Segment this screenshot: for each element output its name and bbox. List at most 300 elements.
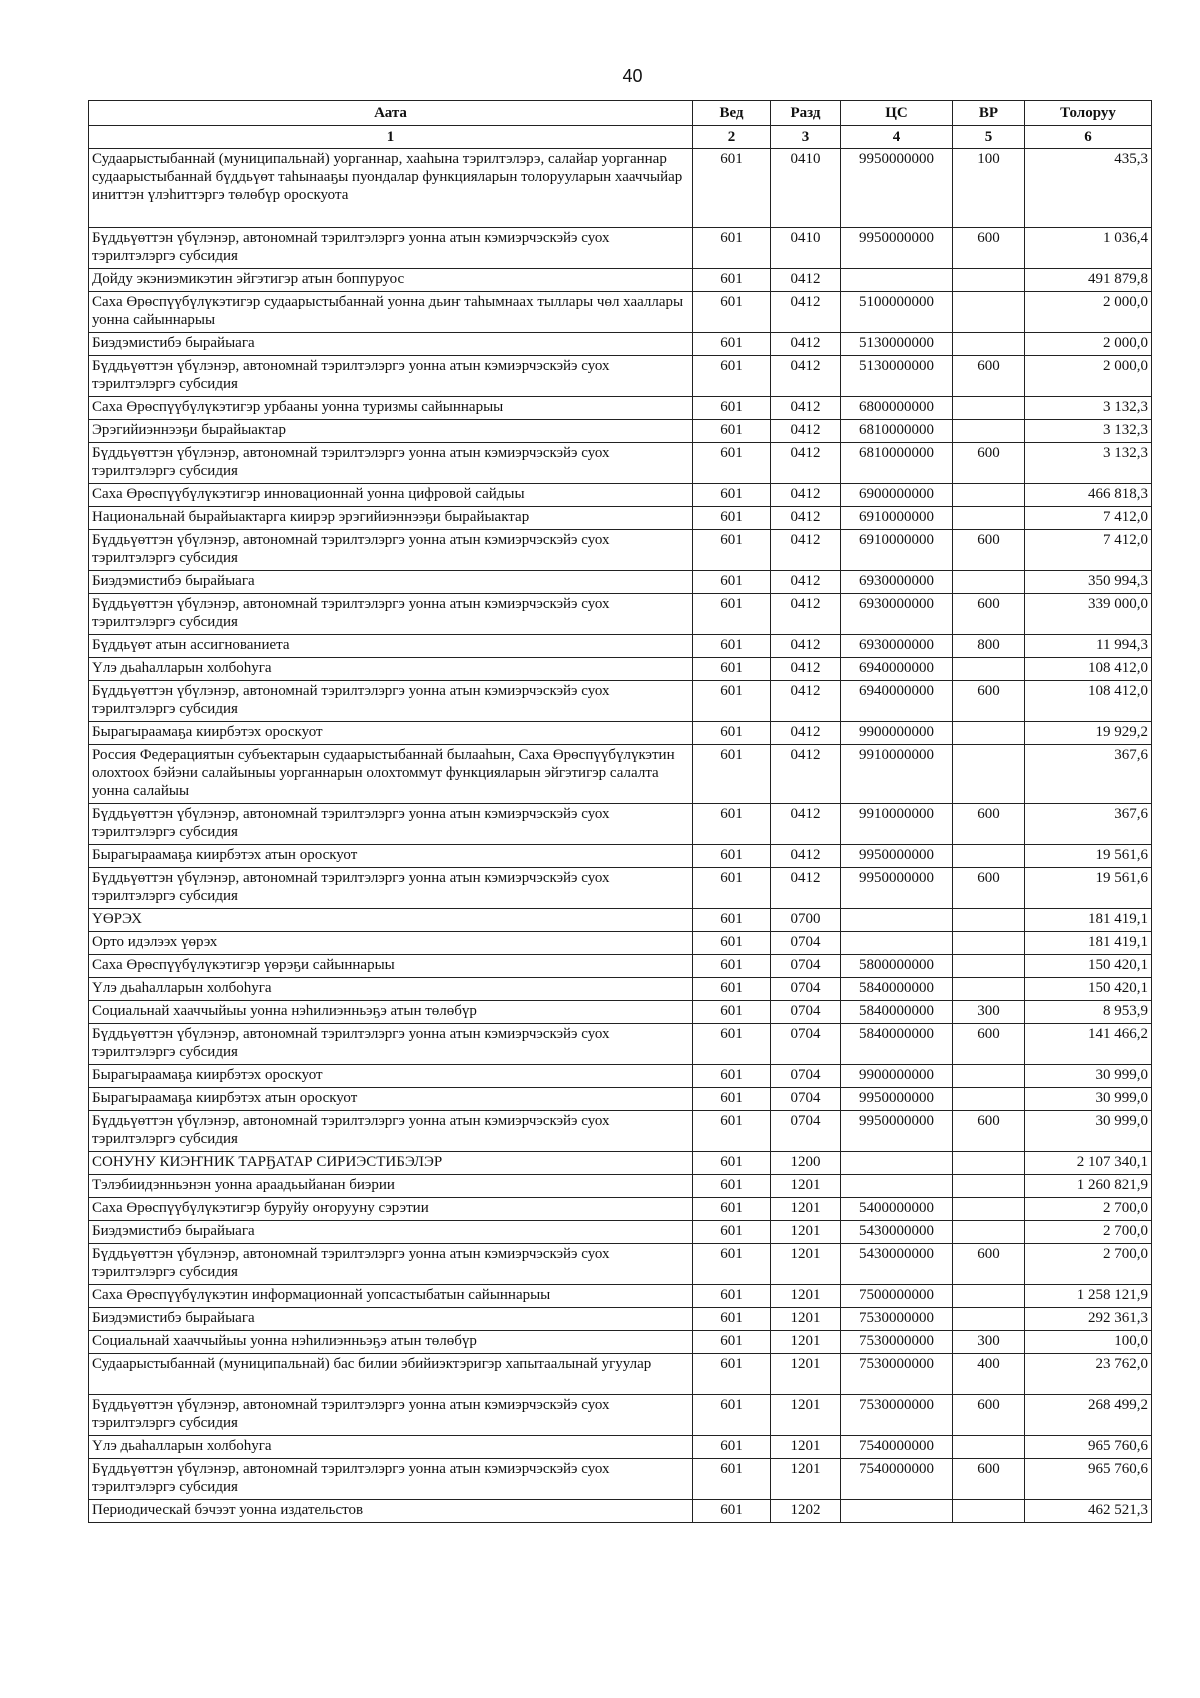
cell-cs: 7540000000	[841, 1436, 953, 1459]
cell-razd: 1201	[771, 1198, 841, 1221]
cell-ved: 601	[693, 1395, 771, 1436]
table-row	[89, 635, 1152, 658]
cell-cs: 5130000000	[841, 333, 953, 356]
cell-amount: 141 466,2	[1025, 1024, 1152, 1065]
cell-ved: 601	[693, 269, 771, 292]
cell-vr: 600	[953, 1459, 1025, 1500]
header-vr: ВР	[953, 101, 1025, 126]
cell-ved: 601	[693, 292, 771, 333]
table-row	[89, 804, 1152, 845]
cell-razd: 0704	[771, 1111, 841, 1152]
table-row	[89, 1285, 1152, 1308]
table-row	[89, 1436, 1152, 1459]
cell-cs: 6810000000	[841, 443, 953, 484]
cell-ved: 601	[693, 845, 771, 868]
cell-name: Бүддьүөттэн үбүлэнэр, автономнай тэрилтэлэргэ уонна атын кэмиэрчэскэйэ суох тэрилтэлэргэ субсидия	[89, 1459, 693, 1500]
cell-razd: 1201	[771, 1436, 841, 1459]
cell-amount: 491 879,8	[1025, 269, 1152, 292]
cell-amount: 30 999,0	[1025, 1088, 1152, 1111]
cell-vr: 600	[953, 1111, 1025, 1152]
cell-vr	[953, 978, 1025, 1001]
cell-vr	[953, 1088, 1025, 1111]
cell-amount: 19 929,2	[1025, 722, 1152, 745]
cell-ved: 601	[693, 397, 771, 420]
header-razd: Разд	[771, 101, 841, 126]
cell-name: Бүддьүөттэн үбүлэнэр, автономнай тэрилтэлэргэ уонна атын кэмиэрчэскэйэ суох тэрилтэлэргэ субсидия	[89, 228, 693, 269]
cell-ved: 601	[693, 658, 771, 681]
cell-razd: 0410	[771, 228, 841, 269]
cell-amount: 1 260 821,9	[1025, 1175, 1152, 1198]
cell-amount: 339 000,0	[1025, 594, 1152, 635]
table-row	[89, 1088, 1152, 1111]
cell-vr: 600	[953, 681, 1025, 722]
cell-razd: 0412	[771, 845, 841, 868]
cell-vr	[953, 1175, 1025, 1198]
cell-vr	[953, 1221, 1025, 1244]
cell-vr	[953, 932, 1025, 955]
cell-cs: 7530000000	[841, 1354, 953, 1395]
header-amount: Толоруу	[1025, 101, 1152, 126]
cell-ved: 601	[693, 356, 771, 397]
cell-amount: 7 412,0	[1025, 507, 1152, 530]
table-body	[89, 149, 1152, 1523]
table-row	[89, 228, 1152, 269]
cell-name: Социальнай хааччыйыы уонна нэһилиэнньэҕэ атын төлөбүр	[89, 1331, 693, 1354]
cell-amount: 19 561,6	[1025, 868, 1152, 909]
cell-cs: 9900000000	[841, 722, 953, 745]
cell-ved: 601	[693, 571, 771, 594]
cell-amount: 435,3	[1025, 149, 1152, 228]
cell-amount: 108 412,0	[1025, 658, 1152, 681]
table-row	[89, 1001, 1152, 1024]
cell-cs: 5430000000	[841, 1221, 953, 1244]
cell-cs: 9910000000	[841, 804, 953, 845]
cell-amount: 3 132,3	[1025, 420, 1152, 443]
cell-cs	[841, 1175, 953, 1198]
cell-vr	[953, 1500, 1025, 1523]
cell-razd: 1201	[771, 1354, 841, 1395]
cell-ved: 601	[693, 681, 771, 722]
cell-amount: 462 521,3	[1025, 1500, 1152, 1523]
cell-cs: 9950000000	[841, 1088, 953, 1111]
cell-razd: 0704	[771, 955, 841, 978]
cell-razd: 1201	[771, 1175, 841, 1198]
cell-name: Бүддьүөттэн үбүлэнэр, автономнай тэрилтэлэргэ уонна атын кэмиэрчэскэйэ суох тэрилтэлэргэ субсидия	[89, 530, 693, 571]
cell-amount: 2 000,0	[1025, 292, 1152, 333]
cell-name: Бүддьүөттэн үбүлэнэр, автономнай тэрилтэлэргэ уонна атын кэмиэрчэскэйэ суох тэрилтэлэргэ субсидия	[89, 804, 693, 845]
cell-razd: 0412	[771, 658, 841, 681]
cell-amount: 8 953,9	[1025, 1001, 1152, 1024]
cell-razd: 0412	[771, 507, 841, 530]
cell-ved: 601	[693, 909, 771, 932]
cell-vr: 100	[953, 149, 1025, 228]
cell-name: Бүддьүөт атын ассигнованиета	[89, 635, 693, 658]
cell-vr	[953, 658, 1025, 681]
cell-cs: 5130000000	[841, 356, 953, 397]
cell-vr	[953, 955, 1025, 978]
cell-ved: 601	[693, 978, 771, 1001]
cell-ved: 601	[693, 722, 771, 745]
cell-vr	[953, 909, 1025, 932]
cell-amount: 2 000,0	[1025, 356, 1152, 397]
cell-cs: 5840000000	[841, 1024, 953, 1065]
subheader-4: 4	[841, 126, 953, 149]
cell-razd: 0412	[771, 484, 841, 507]
cell-cs: 6940000000	[841, 658, 953, 681]
table-row	[89, 1308, 1152, 1331]
table-row	[89, 1395, 1152, 1436]
cell-razd: 0412	[771, 292, 841, 333]
cell-amount: 466 818,3	[1025, 484, 1152, 507]
cell-ved: 601	[693, 149, 771, 228]
cell-ved: 601	[693, 1111, 771, 1152]
subheader-5: 5	[953, 126, 1025, 149]
cell-vr: 300	[953, 1331, 1025, 1354]
cell-ved: 601	[693, 1244, 771, 1285]
cell-ved: 601	[693, 1088, 771, 1111]
cell-amount: 2 107 340,1	[1025, 1152, 1152, 1175]
header-ved: Вед	[693, 101, 771, 126]
cell-cs: 7530000000	[841, 1308, 953, 1331]
table-row	[89, 868, 1152, 909]
cell-amount: 108 412,0	[1025, 681, 1152, 722]
cell-ved: 601	[693, 443, 771, 484]
cell-ved: 601	[693, 1331, 771, 1354]
cell-vr: 600	[953, 594, 1025, 635]
cell-razd: 1201	[771, 1308, 841, 1331]
table-row	[89, 484, 1152, 507]
cell-amount: 1 258 121,9	[1025, 1285, 1152, 1308]
cell-cs: 9950000000	[841, 149, 953, 228]
cell-vr	[953, 1436, 1025, 1459]
cell-ved: 601	[693, 1459, 771, 1500]
cell-razd: 0704	[771, 932, 841, 955]
cell-vr	[953, 722, 1025, 745]
table-row	[89, 955, 1152, 978]
cell-vr: 600	[953, 1395, 1025, 1436]
cell-razd: 0412	[771, 722, 841, 745]
table-row	[89, 745, 1152, 804]
table-row	[89, 530, 1152, 571]
table-row	[89, 356, 1152, 397]
cell-name: Бырагыраамаҕа киирбэтэх атын ороскуот	[89, 1088, 693, 1111]
cell-name: Саха Өрөспүүбүлүкэтигэр судаарыстыбаннай уонна дьиҥ таһымнаах тыллары чөл хааллары уонна сайыннарыы	[89, 292, 693, 333]
cell-razd: 0412	[771, 635, 841, 658]
table-row	[89, 681, 1152, 722]
cell-ved: 601	[693, 1285, 771, 1308]
cell-name: Бырагыраамаҕа киирбэтэх атын ороскуот	[89, 845, 693, 868]
cell-cs: 6900000000	[841, 484, 953, 507]
cell-cs: 6930000000	[841, 571, 953, 594]
cell-ved: 601	[693, 1152, 771, 1175]
table-row	[89, 571, 1152, 594]
table-row	[89, 1175, 1152, 1198]
cell-cs: 5840000000	[841, 1001, 953, 1024]
cell-amount: 100,0	[1025, 1331, 1152, 1354]
cell-ved: 601	[693, 1065, 771, 1088]
cell-ved: 601	[693, 507, 771, 530]
cell-amount: 367,6	[1025, 804, 1152, 845]
cell-cs	[841, 909, 953, 932]
subheader-2: 2	[693, 126, 771, 149]
cell-name: Бүддьүөттэн үбүлэнэр, автономнай тэрилтэлэргэ уонна атын кэмиэрчэскэйэ суох тэрилтэлэргэ субсидия	[89, 868, 693, 909]
cell-cs: 9950000000	[841, 868, 953, 909]
table-header-row	[89, 101, 1152, 126]
cell-vr	[953, 420, 1025, 443]
subheader-3: 3	[771, 126, 841, 149]
cell-ved: 601	[693, 530, 771, 571]
cell-ved: 601	[693, 868, 771, 909]
cell-name: Дойду экэниэмикэтин эйгэтигэр атын боппуруос	[89, 269, 693, 292]
cell-vr	[953, 745, 1025, 804]
page-number: 40	[622, 66, 643, 86]
table-row	[89, 1198, 1152, 1221]
cell-ved: 601	[693, 228, 771, 269]
table-row	[89, 1152, 1152, 1175]
cell-name: Бүддьүөттэн үбүлэнэр, автономнай тэрилтэлэргэ уонна атын кэмиэрчэскэйэ суох тэрилтэлэргэ субсидия	[89, 356, 693, 397]
cell-razd: 0412	[771, 333, 841, 356]
cell-razd: 0412	[771, 745, 841, 804]
cell-vr: 600	[953, 1024, 1025, 1065]
cell-amount: 2 700,0	[1025, 1198, 1152, 1221]
cell-cs: 6910000000	[841, 530, 953, 571]
cell-amount: 23 762,0	[1025, 1354, 1152, 1395]
cell-cs: 6800000000	[841, 397, 953, 420]
cell-cs: 7530000000	[841, 1331, 953, 1354]
cell-vr	[953, 269, 1025, 292]
table-row	[89, 269, 1152, 292]
cell-cs: 5800000000	[841, 955, 953, 978]
cell-cs	[841, 1500, 953, 1523]
cell-name: Бүддьүөттэн үбүлэнэр, автономнай тэрилтэлэргэ уонна атын кэмиэрчэскэйэ суох тэрилтэлэргэ субсидия	[89, 443, 693, 484]
cell-cs: 9950000000	[841, 228, 953, 269]
cell-name: Биэдэмистибэ бырайыага	[89, 333, 693, 356]
cell-ved: 601	[693, 484, 771, 507]
cell-vr	[953, 1065, 1025, 1088]
cell-name: Саха Өрөспүүбүлүкэтигэр үөрэҕи сайыннарыы	[89, 955, 693, 978]
cell-razd: 0704	[771, 1065, 841, 1088]
cell-ved: 601	[693, 1001, 771, 1024]
cell-vr: 600	[953, 804, 1025, 845]
cell-amount: 2 000,0	[1025, 333, 1152, 356]
header-name: Аата	[89, 101, 693, 126]
cell-name: СОНУНУ КИЭҤНИК ТАРҔАТАР СИРИЭСТИБЭЛЭР	[89, 1152, 693, 1175]
table-row	[89, 658, 1152, 681]
table-row	[89, 149, 1152, 228]
cell-name: Бырагыраамаҕа киирбэтэх ороскуот	[89, 1065, 693, 1088]
cell-vr: 300	[953, 1001, 1025, 1024]
table-row	[89, 932, 1152, 955]
cell-name: Бырагыраамаҕа киирбэтэх ороскуот	[89, 722, 693, 745]
table-row	[89, 1065, 1152, 1088]
cell-razd: 0412	[771, 571, 841, 594]
cell-cs: 9900000000	[841, 1065, 953, 1088]
cell-ved: 601	[693, 635, 771, 658]
cell-ved: 601	[693, 1024, 771, 1065]
cell-razd: 0412	[771, 356, 841, 397]
cell-amount: 3 132,3	[1025, 397, 1152, 420]
cell-razd: 0704	[771, 1024, 841, 1065]
cell-name: Бүддьүөттэн үбүлэнэр, автономнай тэрилтэлэргэ уонна атын кэмиэрчэскэйэ суох тэрилтэлэргэ субсидия	[89, 1024, 693, 1065]
cell-vr	[953, 1285, 1025, 1308]
table-row	[89, 1111, 1152, 1152]
cell-amount: 350 994,3	[1025, 571, 1152, 594]
cell-name: Орто идэлээх үөрэх	[89, 932, 693, 955]
cell-name: Саха Өрөспүүбүлүкэтигэр буруйу оҥорууну сэрэтии	[89, 1198, 693, 1221]
cell-name: Саха Өрөспүүбүлүкэтин информационнай уопсастыбатын сайыннарыы	[89, 1285, 693, 1308]
cell-ved: 601	[693, 955, 771, 978]
budget-table	[88, 100, 1152, 1523]
cell-amount: 181 419,1	[1025, 932, 1152, 955]
cell-ved: 601	[693, 1175, 771, 1198]
cell-ved: 601	[693, 1500, 771, 1523]
cell-ved: 601	[693, 1436, 771, 1459]
cell-vr: 400	[953, 1354, 1025, 1395]
cell-name: Россия Федерациятын субъектарын судаарыстыбаннай былааһын, Саха Өрөспүүбүлүкэтин олохтоох бэйэни салайыныы уорганнарын олохтоммут функцияларын эйгэтигэр салалта уонна салайыы	[89, 745, 693, 804]
cell-amount: 367,6	[1025, 745, 1152, 804]
cell-vr	[953, 292, 1025, 333]
table-row	[89, 722, 1152, 745]
cell-razd: 0412	[771, 681, 841, 722]
cell-cs: 9950000000	[841, 1111, 953, 1152]
cell-name: Социальнай хааччыйыы уонна нэһилиэнньэҕэ атын төлөбүр	[89, 1001, 693, 1024]
table-row	[89, 443, 1152, 484]
cell-ved: 601	[693, 420, 771, 443]
cell-name: Бүддьүөттэн үбүлэнэр, автономнай тэрилтэлэргэ уонна атын кэмиэрчэскэйэ суох тэрилтэлэргэ субсидия	[89, 1111, 693, 1152]
cell-cs: 5430000000	[841, 1244, 953, 1285]
cell-name: Биэдэмистибэ бырайыага	[89, 1221, 693, 1244]
cell-amount: 965 760,6	[1025, 1459, 1152, 1500]
cell-razd: 1200	[771, 1152, 841, 1175]
cell-cs: 7500000000	[841, 1285, 953, 1308]
table-row	[89, 1244, 1152, 1285]
header-cs: ЦС	[841, 101, 953, 126]
cell-vr	[953, 1198, 1025, 1221]
cell-name: Үлэ дьаһалларын холбоһуга	[89, 978, 693, 1001]
cell-cs: 6810000000	[841, 420, 953, 443]
cell-vr	[953, 397, 1025, 420]
cell-razd: 1202	[771, 1500, 841, 1523]
cell-vr	[953, 1308, 1025, 1331]
cell-amount: 2 700,0	[1025, 1221, 1152, 1244]
cell-cs	[841, 269, 953, 292]
cell-ved: 601	[693, 1354, 771, 1395]
cell-ved: 601	[693, 1198, 771, 1221]
cell-vr: 800	[953, 635, 1025, 658]
table-row	[89, 507, 1152, 530]
cell-ved: 601	[693, 1221, 771, 1244]
cell-razd: 0704	[771, 1088, 841, 1111]
cell-ved: 601	[693, 804, 771, 845]
cell-name: Эрэгийиэннээҕи бырайыактар	[89, 420, 693, 443]
cell-vr: 600	[953, 868, 1025, 909]
table-row	[89, 845, 1152, 868]
cell-razd: 0412	[771, 594, 841, 635]
cell-amount: 11 994,3	[1025, 635, 1152, 658]
cell-vr	[953, 507, 1025, 530]
cell-amount: 30 999,0	[1025, 1111, 1152, 1152]
cell-cs	[841, 932, 953, 955]
table-row	[89, 1459, 1152, 1500]
table-row	[89, 1354, 1152, 1395]
table-row	[89, 397, 1152, 420]
cell-amount: 3 132,3	[1025, 443, 1152, 484]
table-row	[89, 292, 1152, 333]
cell-razd: 0412	[771, 868, 841, 909]
cell-amount: 2 700,0	[1025, 1244, 1152, 1285]
cell-amount: 292 361,3	[1025, 1308, 1152, 1331]
table-row	[89, 909, 1152, 932]
table-row	[89, 420, 1152, 443]
cell-ved: 601	[693, 333, 771, 356]
cell-razd: 1201	[771, 1459, 841, 1500]
cell-razd: 0410	[771, 149, 841, 228]
cell-name: Национальнай бырайыактарга киирэр эрэгийиэннээҕи бырайыактар	[89, 507, 693, 530]
cell-razd: 0412	[771, 443, 841, 484]
cell-amount: 150 420,1	[1025, 978, 1152, 1001]
cell-razd: 0704	[771, 1001, 841, 1024]
cell-name: Бүддьүөттэн үбүлэнэр, автономнай тэрилтэлэргэ уонна атын кэмиэрчэскэйэ суох тэрилтэлэргэ субсидия	[89, 1395, 693, 1436]
cell-name: Периодическай бэчээт уонна издательстов	[89, 1500, 693, 1523]
cell-cs: 9910000000	[841, 745, 953, 804]
cell-razd: 0412	[771, 420, 841, 443]
cell-razd: 0704	[771, 978, 841, 1001]
cell-vr: 600	[953, 356, 1025, 397]
cell-amount: 19 561,6	[1025, 845, 1152, 868]
cell-razd: 0412	[771, 804, 841, 845]
cell-vr	[953, 571, 1025, 594]
cell-razd: 0412	[771, 397, 841, 420]
cell-cs: 6930000000	[841, 635, 953, 658]
cell-razd: 0412	[771, 269, 841, 292]
cell-razd: 1201	[771, 1395, 841, 1436]
cell-amount: 7 412,0	[1025, 530, 1152, 571]
cell-vr: 600	[953, 228, 1025, 269]
table-row	[89, 333, 1152, 356]
cell-ved: 601	[693, 932, 771, 955]
subheader-6: 6	[1025, 126, 1152, 149]
cell-razd: 0412	[771, 530, 841, 571]
table-column-numbers-row	[89, 126, 1152, 149]
cell-vr	[953, 845, 1025, 868]
cell-name: Биэдэмистибэ бырайыага	[89, 1308, 693, 1331]
cell-name: Бүддьүөттэн үбүлэнэр, автономнай тэрилтэлэргэ уонна атын кэмиэрчэскэйэ суох тэрилтэлэргэ субсидия	[89, 1244, 693, 1285]
cell-vr	[953, 484, 1025, 507]
cell-name: Үлэ дьаһалларын холбоһуга	[89, 658, 693, 681]
cell-name: Биэдэмистибэ бырайыага	[89, 571, 693, 594]
cell-amount: 30 999,0	[1025, 1065, 1152, 1088]
cell-cs: 7540000000	[841, 1459, 953, 1500]
cell-cs: 6910000000	[841, 507, 953, 530]
cell-name: Бүддьүөттэн үбүлэнэр, автономнай тэрилтэлэргэ уонна атын кэмиэрчэскэйэ суох тэрилтэлэргэ субсидия	[89, 594, 693, 635]
table-row	[89, 1024, 1152, 1065]
cell-name: Судаарыстыбаннай (муниципальнай) уорганнар, хааһына тэрилтэлэрэ, салайар уорганнар судаарыстыбаннай бүддьүөт таһынааҕы пуондалар функцияларын толорууларын хааччыйар иниттэн үлэһиттэргэ төлөбүр ороскуота	[89, 149, 693, 228]
cell-ved: 601	[693, 745, 771, 804]
table-row	[89, 594, 1152, 635]
cell-cs: 5840000000	[841, 978, 953, 1001]
cell-name: Үлэ дьаһалларын холбоһуга	[89, 1436, 693, 1459]
cell-amount: 965 760,6	[1025, 1436, 1152, 1459]
cell-amount: 150 420,1	[1025, 955, 1152, 978]
cell-cs: 6940000000	[841, 681, 953, 722]
cell-razd: 1201	[771, 1331, 841, 1354]
cell-name: Саха Өрөспүүбүлүкэтигэр урбааны уонна туризмы сайыннарыы	[89, 397, 693, 420]
cell-cs: 5100000000	[841, 292, 953, 333]
cell-vr: 600	[953, 530, 1025, 571]
cell-vr: 600	[953, 443, 1025, 484]
cell-razd: 0700	[771, 909, 841, 932]
cell-cs	[841, 1152, 953, 1175]
